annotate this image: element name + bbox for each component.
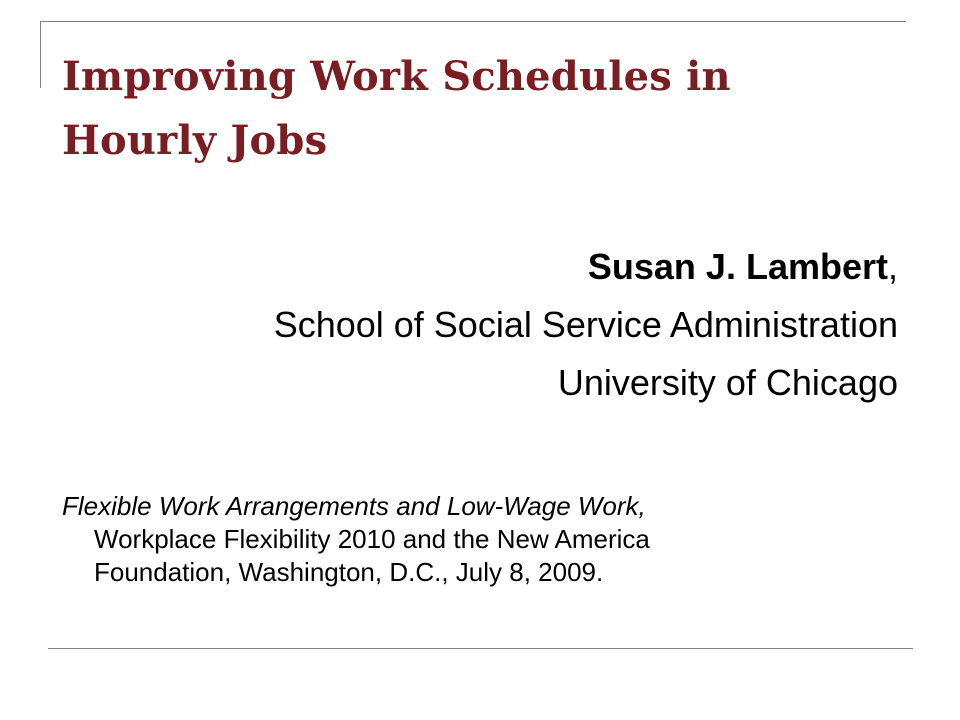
top-rule: [40, 21, 906, 22]
affiliation-line-2: University of Chicago: [557, 362, 898, 403]
citation-location-date-line: Foundation, Washington, D.C., July 8, 2009.: [94, 557, 604, 587]
citation-organizer-line: Workplace Flexibility 2010 and the New America: [94, 524, 650, 554]
author-name-suffix: ,: [887, 246, 898, 287]
citation-block: [62, 490, 902, 589]
affiliation-line-1: School of Social Service Administration: [273, 304, 898, 345]
author-name: Susan J. Lambert: [587, 246, 888, 287]
bottom-rule: [48, 648, 913, 649]
author-name-line: [38, 238, 898, 296]
author-block: [38, 238, 898, 412]
title-line-1: Improving Work Schedules in: [62, 53, 731, 100]
title-line-2: Hourly Jobs: [62, 117, 328, 164]
left-rule: [40, 21, 41, 88]
citation-event-title: Flexible Work Arrangements and Low-Wage Work,: [62, 491, 646, 521]
slide-title: [62, 45, 882, 173]
